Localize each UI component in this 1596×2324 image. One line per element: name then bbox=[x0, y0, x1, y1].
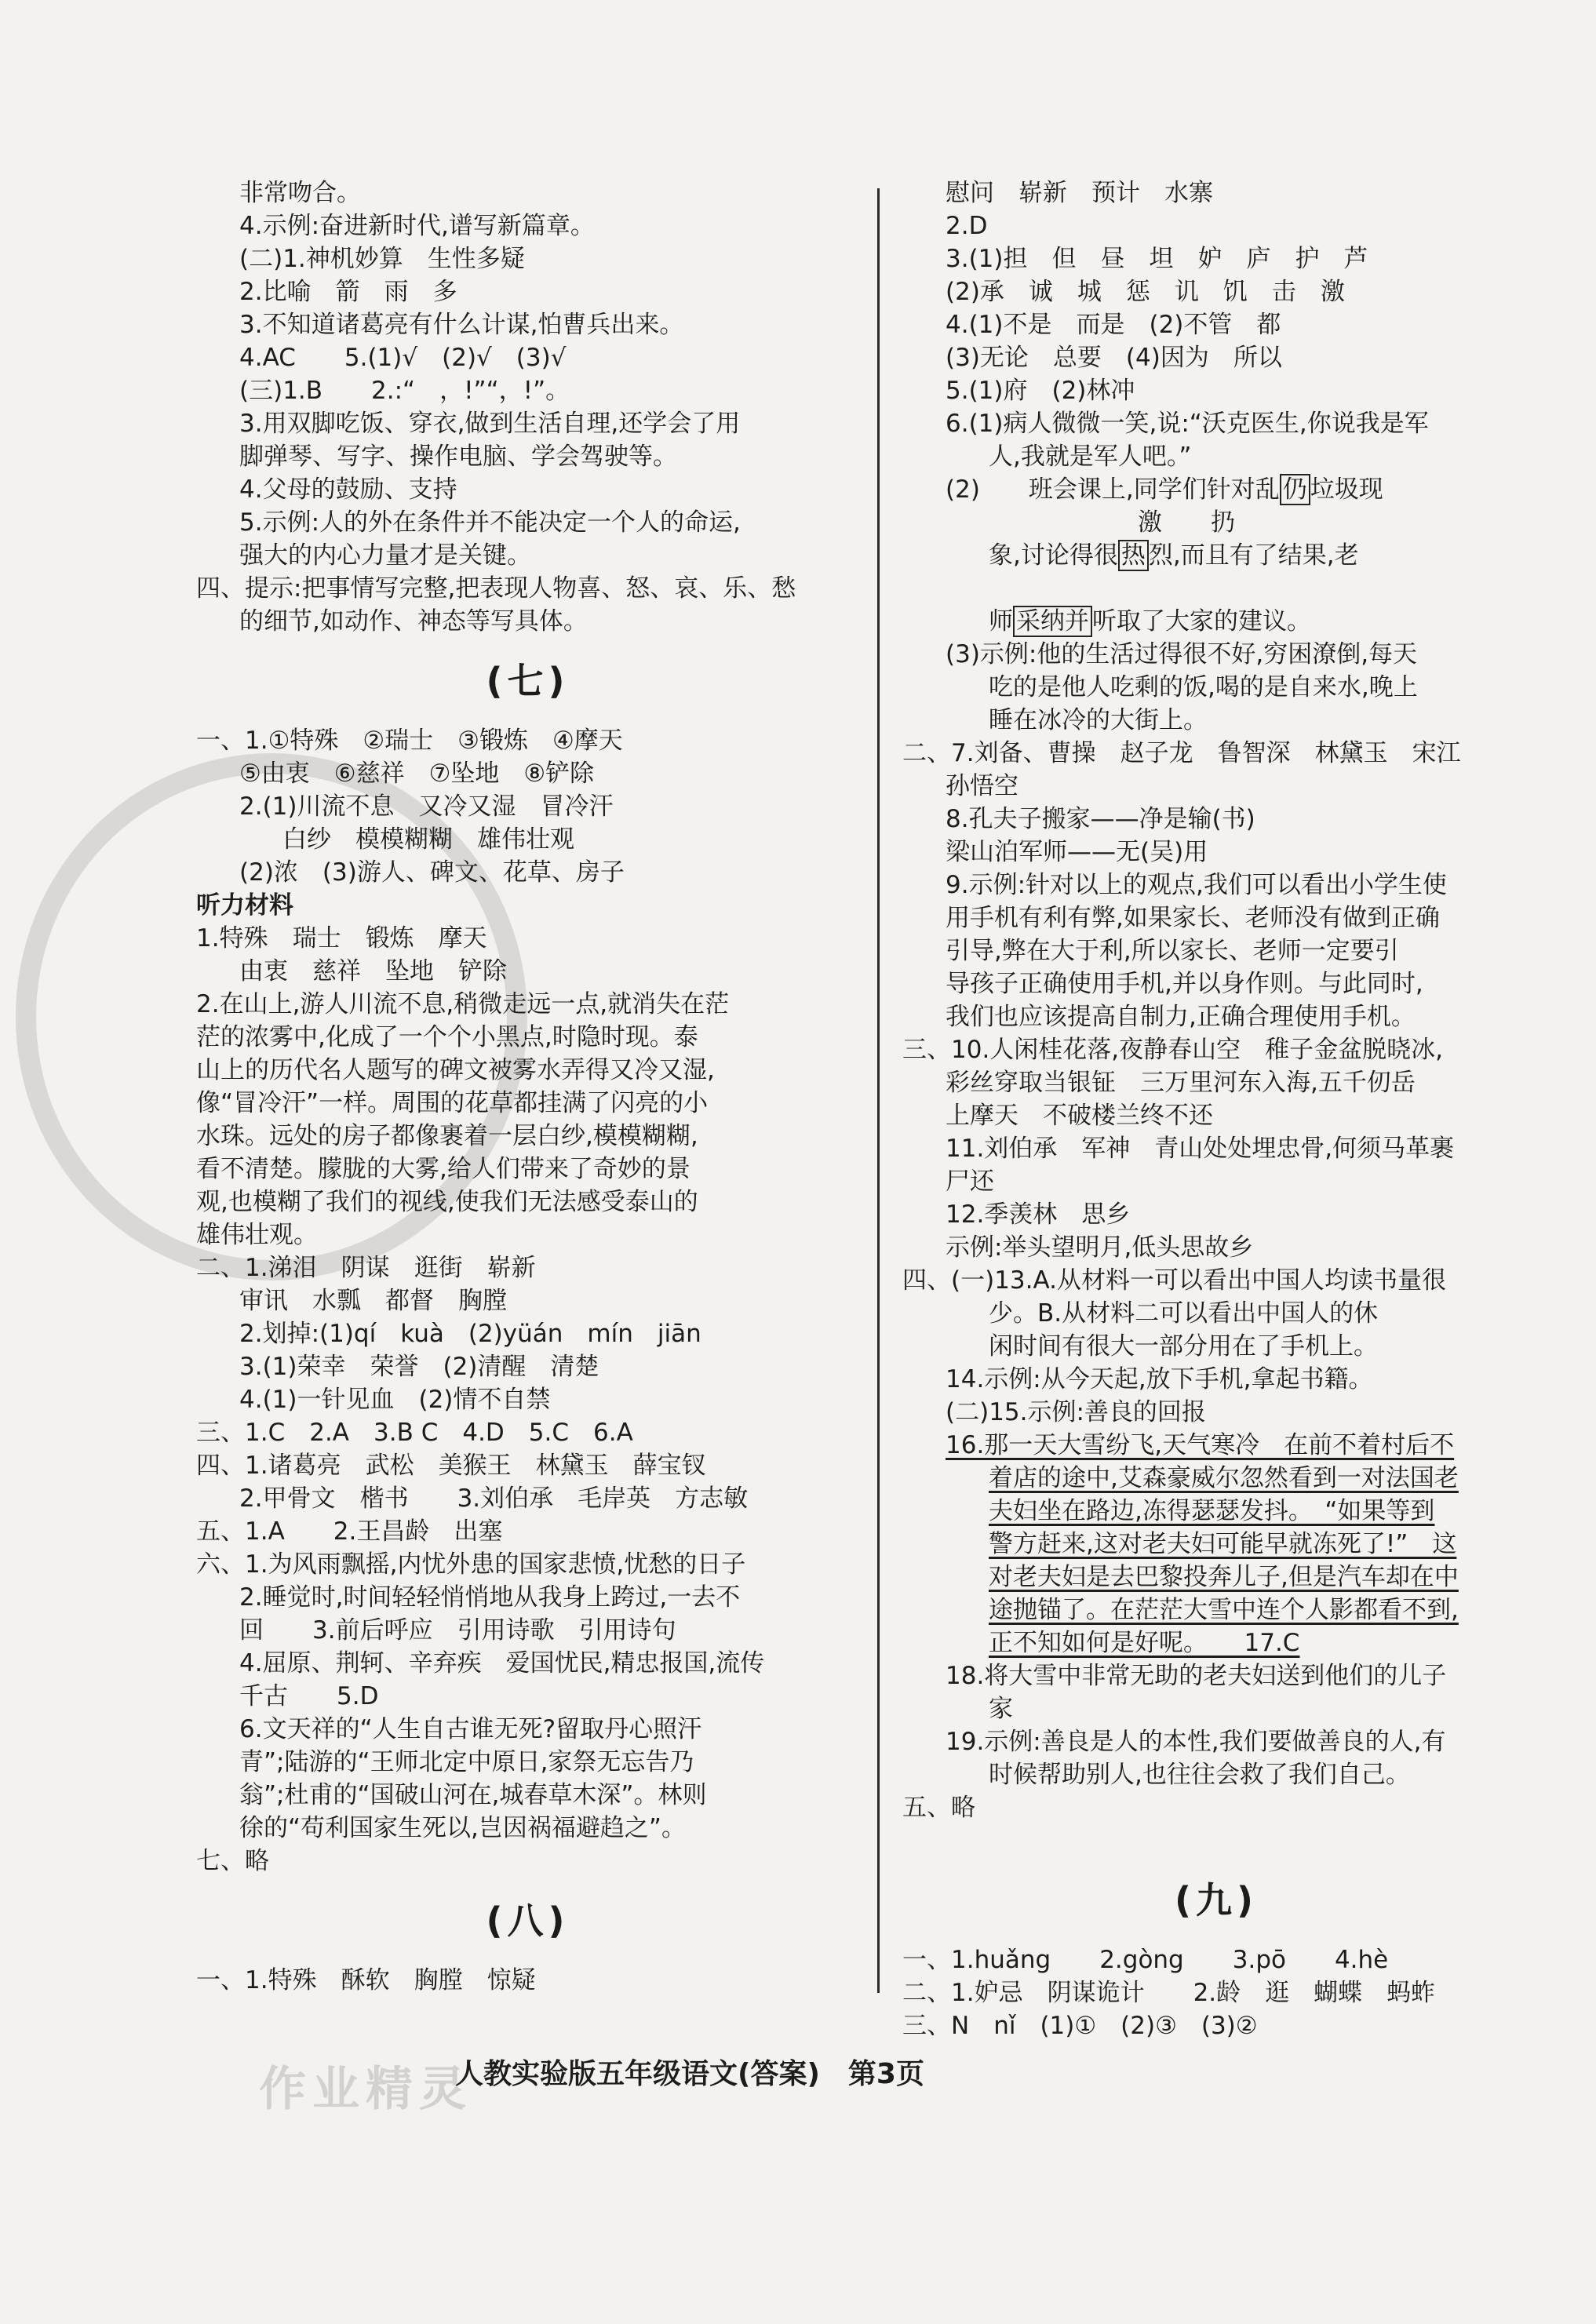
answer-line: 由衷 慈祥 坠地 铲除 bbox=[239, 957, 507, 985]
answer-line: 非常吻合。 bbox=[239, 179, 361, 207]
answer-line: 我们也应该提高自制力,正确合理使用手机。 bbox=[946, 1003, 1416, 1031]
section-heading: (八) bbox=[486, 1900, 570, 1942]
answer-line: 4.(1)一针见血 (2)情不自禁 bbox=[239, 1386, 551, 1414]
answer-line: (2) 班会课上,同学们针对乱 仍 垃圾现 bbox=[946, 475, 1383, 504]
answer-line: 孙悟空 bbox=[946, 772, 1018, 800]
answer-line: 审讯 水瓢 都督 胸膛 bbox=[239, 1287, 507, 1315]
answer-line: 途抛锚了。在茫茫大雪中连个人影都看不到, bbox=[989, 1596, 1459, 1624]
answer-line: 激 扔 bbox=[1138, 508, 1235, 537]
answer-line: 三、10.人闲桂花落,夜静春山空 稚子金盆脱晓冰, bbox=[902, 1036, 1444, 1064]
answer-line: 6.文天祥的“人生自古谁无死?留取丹心照汗 bbox=[239, 1715, 702, 1743]
answer-line: 四、提示:把事情写完整,把表现人物喜、怒、哀、乐、愁 bbox=[196, 574, 796, 603]
answer-line: (2)浓 (3)游人、碑文、花草、房子 bbox=[239, 858, 625, 887]
answer-line: 一、1.huǎng 2.gòng 3.pō 4.hè bbox=[902, 1946, 1389, 1974]
answer-line: 睡在冰冷的大街上。 bbox=[989, 706, 1208, 734]
answer-line: 18.将大雪中非常无助的老夫妇送到他们的儿子 bbox=[946, 1662, 1447, 1690]
boxed-correction: 仍 bbox=[1280, 474, 1310, 505]
answer-line: 16.那一天大雪纷飞,天气寒冷 在前不着村后不 bbox=[946, 1431, 1455, 1459]
answer-line: 二、1.涕泪 阴谋 逛街 崭新 bbox=[196, 1254, 536, 1282]
answer-line: 一、1.①特殊 ②瑞士 ③锻炼 ④摩天 bbox=[196, 727, 623, 755]
section-heading: (九) bbox=[1174, 1879, 1259, 1921]
answer-line: 慰问 崭新 预计 水寨 bbox=[946, 179, 1213, 207]
answer-line: 吃的是他人吃剩的饭,喝的是自来水,晚上 bbox=[989, 673, 1418, 701]
answer-line: 一、1.特殊 酥软 胸膛 惊疑 bbox=[196, 1966, 536, 1994]
answer-line: 人,我就是军人吧。” bbox=[989, 443, 1192, 471]
answer-line: 5.(1)府 (2)林冲 bbox=[946, 377, 1135, 405]
answer-line: 时候帮助别人,也往往会救了我们自己。 bbox=[989, 1761, 1410, 1789]
answer-line: 强大的内心力量才是关键。 bbox=[239, 541, 531, 570]
answer-line: 白纱 模模糊糊 雄伟壮观 bbox=[282, 825, 574, 854]
answer-line: 上摩天 不破楼兰终不还 bbox=[946, 1102, 1213, 1130]
answer-line: (二)1.神机妙算 生性多疑 bbox=[239, 245, 525, 273]
answer-line: 19.示例:善良是人的本性,我们要做善良的人,有 bbox=[946, 1728, 1446, 1756]
answer-line: 8.孔夫子搬家——净是输(书) bbox=[946, 805, 1255, 833]
answer-line: 徐的“苟利国家生死以,岂因祸福避趋之”。 bbox=[239, 1814, 686, 1842]
answer-line: 翁”;杜甫的“国破山河在,城春草木深”。林则 bbox=[239, 1781, 707, 1809]
answer-line: 五、略 bbox=[902, 1794, 975, 1822]
answer-line: 2.(1)川流不息 又冷又湿 冒冷汗 bbox=[239, 792, 614, 821]
answer-line: 2.划掉:(1)qí kuà (2)yüán mín jiān bbox=[239, 1320, 701, 1348]
answer-line: 3.不知道诸葛亮有什么计谋,怕曹兵出来。 bbox=[239, 311, 684, 339]
answer-line: 尸还 bbox=[946, 1167, 994, 1196]
answer-line: 家 bbox=[989, 1695, 1013, 1723]
answer-line: 12.季羡林 思乡 bbox=[946, 1200, 1131, 1229]
answer-line: (三)1.B 2.:“ ，!”“，!”。 bbox=[239, 377, 570, 405]
answer-line: 3.(1)荣幸 荣誉 (2)清醒 清楚 bbox=[239, 1353, 599, 1381]
answer-line: 回 3.前后呼应 引用诗歌 引用诗句 bbox=[239, 1616, 676, 1645]
answer-line: 雄伟壮观。 bbox=[196, 1221, 318, 1249]
answer-line: 引导,弊在大于利,所以家长、老师一定要引 bbox=[946, 937, 1399, 965]
answer-line: 4.屈原、荆轲、辛弃疾 爱国忧民,精忠报国,流传 bbox=[239, 1649, 765, 1677]
answer-line: 水珠。远处的房子都像裹着一层白纱,模模糊糊, bbox=[196, 1122, 698, 1150]
answer-line: (2)承 诚 城 惩 讥 饥 击 激 bbox=[946, 278, 1345, 306]
answer-line: 彩丝穿取当银钲 三万里河东入海,五千仞岳 bbox=[946, 1069, 1416, 1097]
answer-line: 1.特殊 瑞士 锻炼 摩天 bbox=[196, 924, 487, 953]
page-footer: 人教实验版五年级语文(答案) 第3页 bbox=[455, 2058, 924, 2090]
right-column bbox=[902, 177, 1530, 2042]
answer-line: 导孩子正确使用手机,并以身作则。与此同时, bbox=[946, 970, 1423, 998]
answer-line: ⑤由衷 ⑥慈祥 ⑦坠地 ⑧铲除 bbox=[239, 759, 595, 788]
answer-line: 5.示例:人的外在条件并不能决定一个人的命运, bbox=[239, 508, 741, 537]
answer-line: 五、1.A 2.王昌龄 出塞 bbox=[196, 1517, 503, 1546]
answer-line: 14.示例:从今天起,放下手机,拿起书籍。 bbox=[946, 1365, 1373, 1393]
answer-line: (3)示例:他的生活过得很不好,穷困潦倒,每天 bbox=[946, 640, 1418, 668]
answer-line: 警方赶来,这对老夫妇可能早就冻死了!” 这 bbox=[989, 1530, 1457, 1558]
answer-line bbox=[902, 1824, 1530, 1857]
answer-line: 青”;陆游的“王师北定中原日,家祭无忘告乃 bbox=[239, 1748, 694, 1776]
section-heading: (七) bbox=[486, 660, 570, 702]
column-divider bbox=[877, 188, 880, 1993]
answer-line: (3)无论 总要 (4)因为 所以 bbox=[946, 344, 1282, 372]
answer-line: 观,也模糊了我们的视线,使我们无法感受泰山的 bbox=[196, 1188, 698, 1216]
answer-line: 2.睡觉时,时间轻轻悄悄地从我身上跨过,一去不 bbox=[239, 1583, 741, 1612]
answer-line: 六、1.为风雨飘摇,内忧外患的国家悲愤,忧愁的日子 bbox=[196, 1550, 746, 1579]
answer-line: 像“冒冷汗”一样。周围的花草都挂满了闪亮的小 bbox=[196, 1089, 709, 1117]
answer-line: 4.示例:奋进新时代,谱写新篇章。 bbox=[239, 212, 595, 240]
answer-line: 千古 5.D bbox=[239, 1682, 379, 1710]
answer-line: 夫妇坐在路边,冻得瑟瑟发抖。 “如果等到 bbox=[989, 1497, 1435, 1525]
answer-line: 4.(1)不是 而是 (2)不管 都 bbox=[946, 311, 1281, 339]
answer-line: 茫的浓雾中,化成了一个个小黑点,时隐时现。泰 bbox=[196, 1023, 698, 1051]
answer-line: 着店的途中,艾森豪威尔忽然看到一对法国老 bbox=[989, 1464, 1459, 1492]
answer-line: 3.用双脚吃饭、穿衣,做到生活自理,还学会了用 bbox=[239, 410, 741, 438]
answer-line: 4.父母的鼓励、支持 bbox=[239, 475, 457, 504]
answer-line: 二、7.刘备、曹操 赵子龙 鲁智深 林黛玉 宋江 bbox=[902, 739, 1461, 767]
answer-line: 师 采纳并 听取了大家的建议。 bbox=[989, 607, 1311, 636]
answer-line: 的细节,如动作、神态等写具体。 bbox=[239, 607, 588, 636]
answer-line: 2.甲骨文 楷书 3.刘伯承 毛岸英 方志敏 bbox=[239, 1484, 749, 1513]
answer-line: 听力材料 bbox=[196, 891, 293, 920]
answer-line: (二)15.示例:善良的回报 bbox=[946, 1398, 1206, 1426]
answer-line: 示例:举头望明月,低头思故乡 bbox=[946, 1233, 1254, 1262]
answer-line: 6.(1)病人微微一笑,说:“沃克医生,你说我是军 bbox=[946, 410, 1429, 438]
answer-line: 四、1.诸葛亮 武松 美猴王 林黛玉 薛宝钗 bbox=[196, 1452, 706, 1480]
boxed-correction: 热 bbox=[1118, 540, 1149, 571]
answer-line: 2.比喻 箭 雨 多 bbox=[239, 278, 457, 306]
left-column bbox=[196, 177, 859, 1997]
answer-line: 三、N nǐ (1)① (2)③ (3)② bbox=[902, 2012, 1258, 2040]
answer-line: 正不知如何是好呢。 17.C bbox=[989, 1629, 1300, 1657]
answer-line: 用手机有利有弊,如果家长、老师没有做到正确 bbox=[946, 904, 1440, 932]
answer-line: 3.(1)担 但 昼 坦 妒 庐 护 芦 bbox=[946, 245, 1368, 273]
answer-line: 二、1.妒忌 阴谋诡计 2.龄 逛 蝴蝶 蚂蚱 bbox=[902, 1979, 1436, 2007]
boxed-correction: 采纳并 bbox=[1013, 606, 1092, 637]
answer-line: 2.在山上,游人川流不息,稍微走远一点,就消失在茫 bbox=[196, 990, 730, 1018]
answer-line bbox=[902, 572, 1530, 605]
answer-line: 七、略 bbox=[196, 1847, 269, 1875]
answer-line: 梁山泊军师——无(吴)用 bbox=[946, 838, 1208, 866]
answer-line: 三、1.C 2.A 3.B C 4.D 5.C 6.A bbox=[196, 1419, 633, 1447]
answer-line: 对老夫妇是去巴黎投奔儿子,但是汽车却在中 bbox=[989, 1563, 1459, 1591]
answer-line: 山上的历代名人题写的碑文被雾水弄得又冷又湿, bbox=[196, 1056, 715, 1084]
answer-line: 闲时间有很大一部分用在了手机上。 bbox=[989, 1332, 1378, 1361]
answer-line: 9.示例:针对以上的观点,我们可以看出小学生使 bbox=[946, 871, 1447, 899]
answer-line: 脚弹琴、写字、操作电脑、学会驾驶等。 bbox=[239, 443, 677, 471]
answer-line: 少。B.从材料二可以看出中国人的休 bbox=[989, 1299, 1379, 1328]
answer-line: 4.AC 5.(1)√ (2)√ (3)√ bbox=[239, 344, 567, 372]
answer-line: 看不清楚。朦胧的大雾,给人们带来了奇妙的景 bbox=[196, 1155, 691, 1183]
answer-line: 四、(一)13.A.从材料一可以看出中国人均读书量很 bbox=[902, 1266, 1447, 1295]
answer-line: 象,讨论得很 热 烈,而且有了结果,老 bbox=[989, 541, 1359, 570]
answer-line: 11.刘伯承 军神 青山处处埋忠骨,何须马革裹 bbox=[946, 1135, 1455, 1163]
answer-line: 2.D bbox=[946, 212, 988, 240]
watermark-text: 作业精灵 bbox=[259, 2062, 472, 2117]
